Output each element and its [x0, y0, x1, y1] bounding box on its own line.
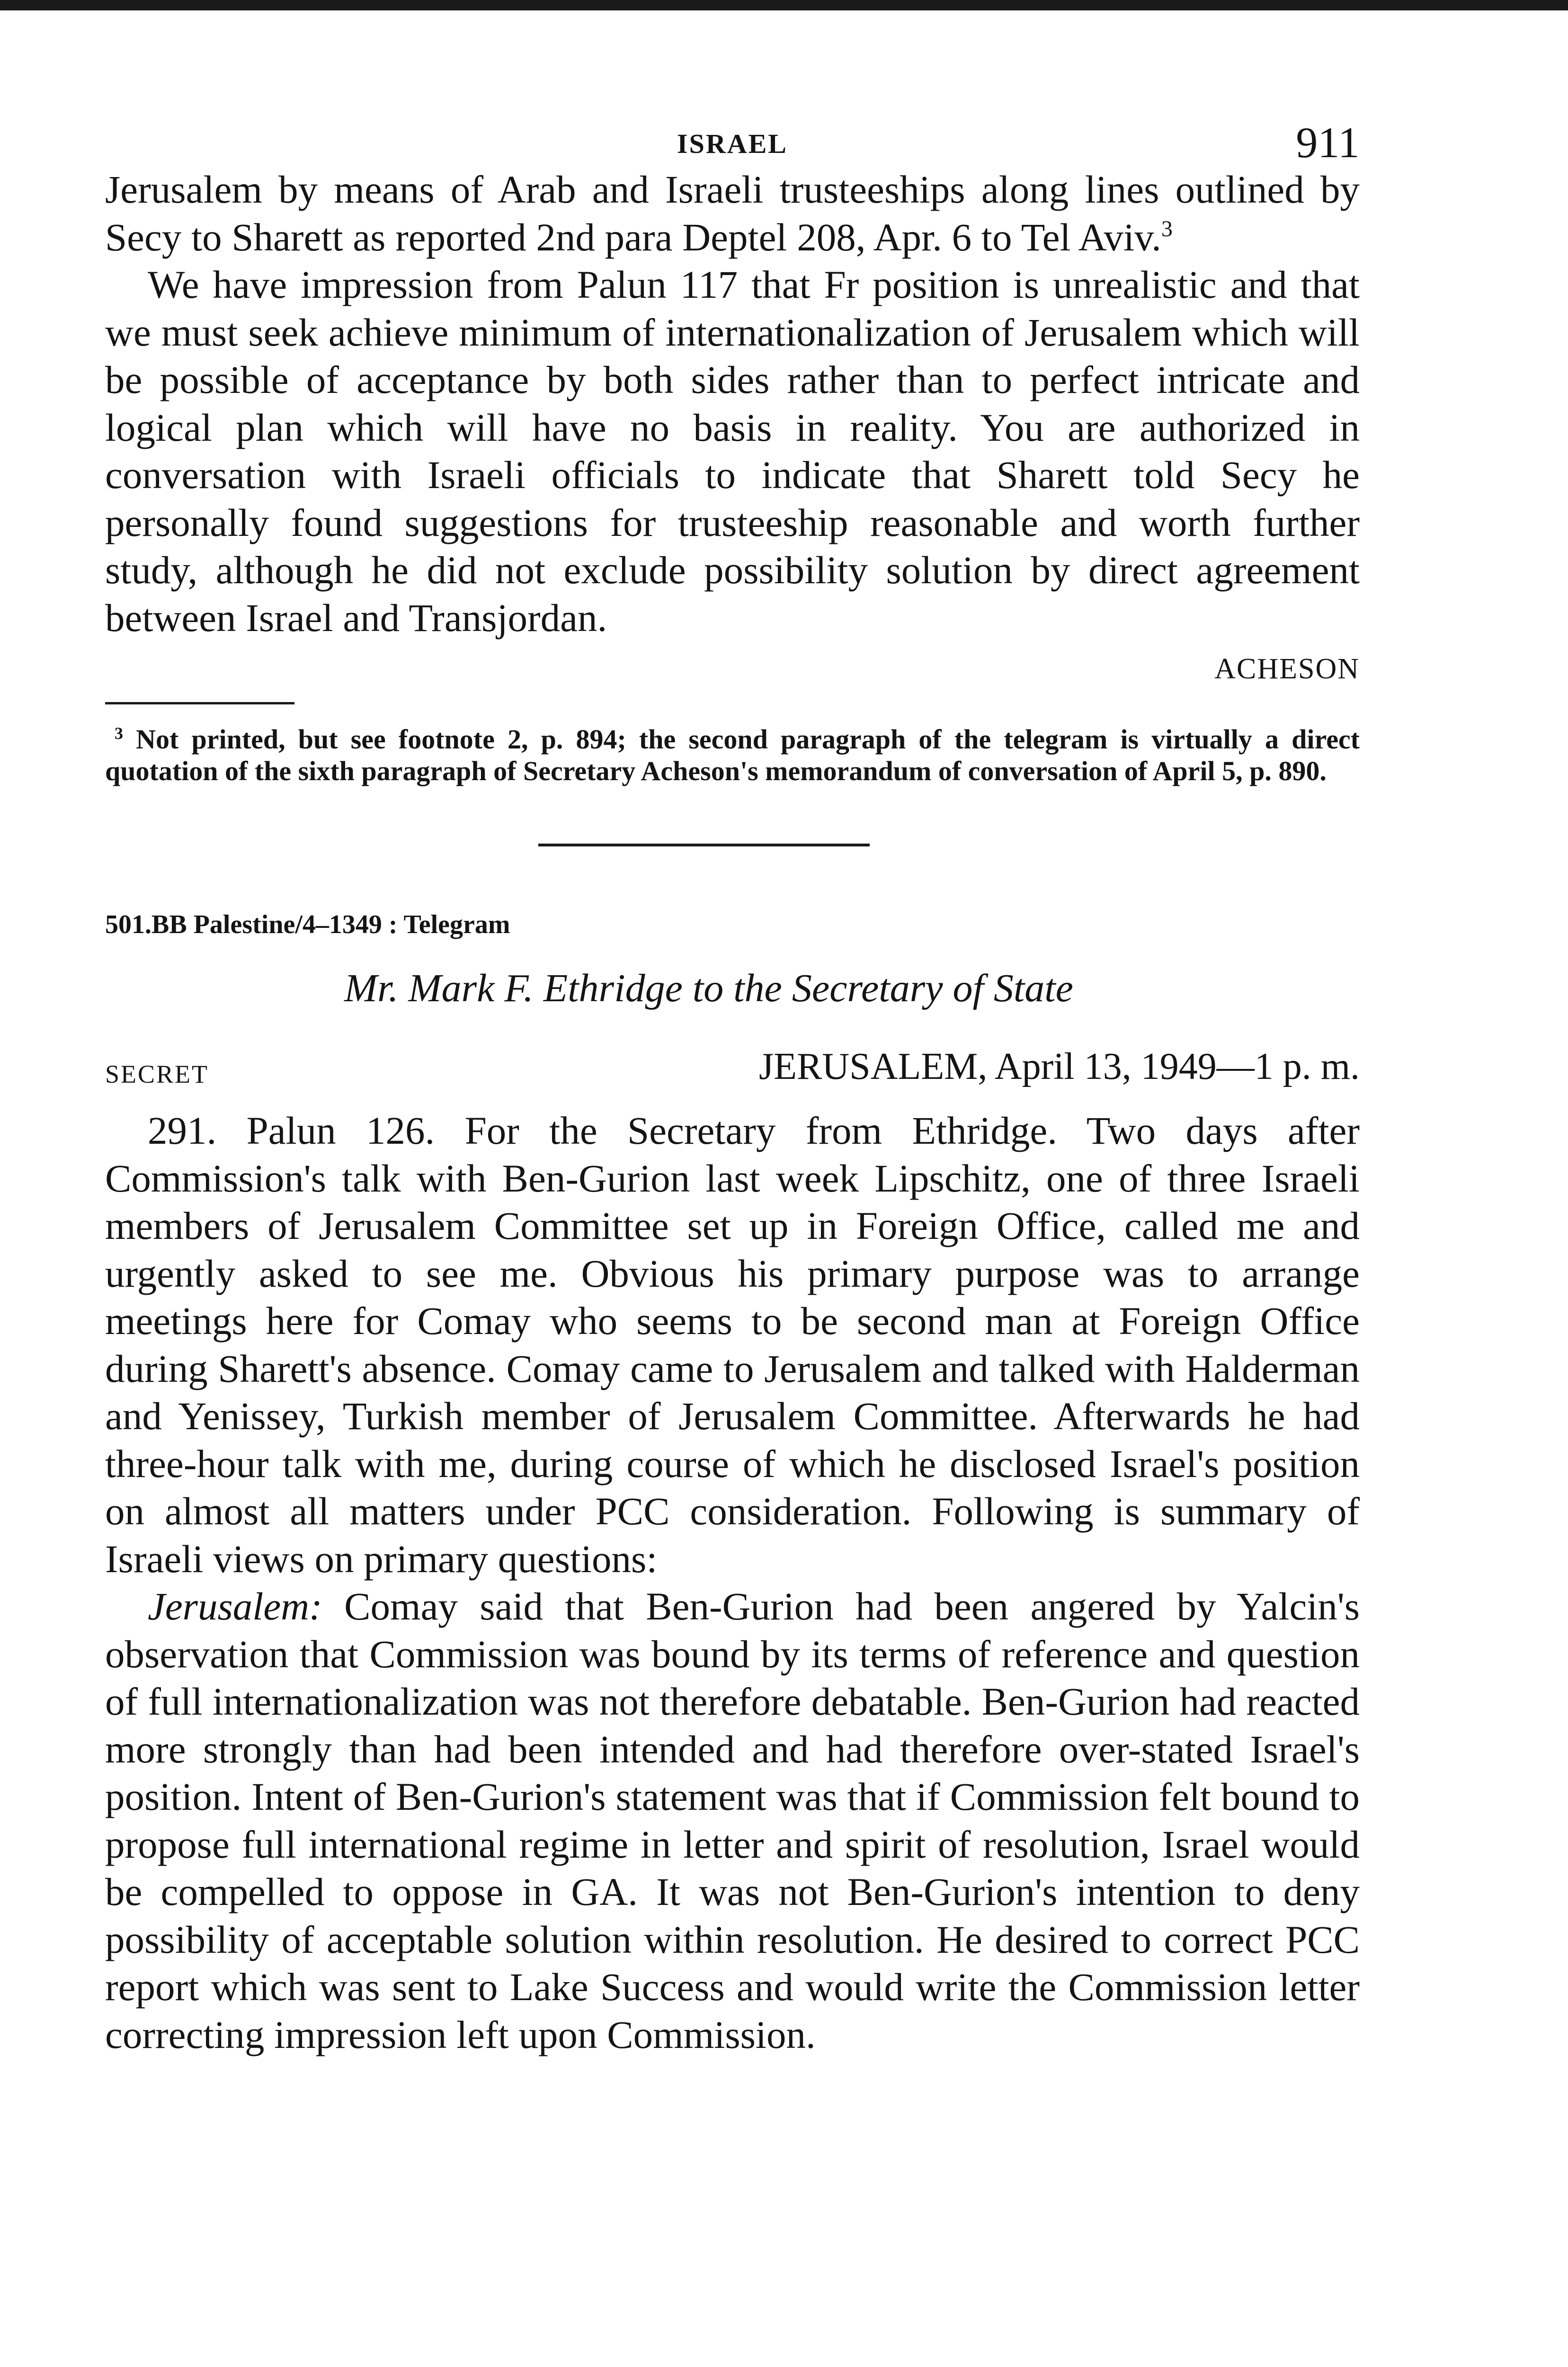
body-paragraph: 291. Palun 126. For the Secretary from Ethridge. Two days after Commission's talk with Ben-Gurion last week Lipschitz, one of three Israeli members of Jerusalem Committee set up in Foreign Office, called me and urgently asked to see me. Obvious his primary purpose was to arrange meetings here for Comay who seems to be second man at Foreign Office during Sharett's absence. Comay came to Jerusalem and talked with Halderman and Yenissey, Turkish member of Jerusalem Committee. Afterwards he had three-hour talk with me, during course of which he disclosed Israel's position on almost all matters under PCC consideration. Following is summary of Israeli views on primary questions: — [105, 1109, 1360, 1581]
dateline: JERUSALEM, April 13, 1949—1 p. m. — [759, 1046, 1360, 1087]
file-reference: 501.BB Palestine/4–1349 : Telegram — [105, 910, 510, 939]
document-page — [105, 104, 1360, 2058]
page-number: 911 — [1296, 118, 1360, 167]
footnote-mark: 3 — [115, 724, 123, 743]
topic-heading: Jerusalem: — [148, 1584, 322, 1628]
top-border — [0, 0, 1568, 10]
telegram-header — [105, 1045, 1360, 1093]
body-paragraph: We have impression from Palun 117 that Fr position is unrealistic and that we must seek achieve minimum of internationalization of Jerusalem which will be possible of acceptance by both sides rather than to perfect intricate and logical plan which will have no basis in reality. You are authorized in conversation with Israeli officials to indicate that Sharett told Secy he personally found suggestions for trusteeship reasonable and worth further study, although he did not exclude possibility solution by direct agreement between Israel and Transjordan. — [105, 263, 1360, 640]
classification-label: SECRET — [105, 1060, 209, 1088]
document-title: Mr. Mark F. Ethridge to the Secretary of State — [344, 966, 1073, 1010]
telegram-body — [105, 1107, 1360, 2058]
section-divider — [538, 844, 870, 846]
footnote — [105, 723, 1360, 787]
body-paragraph-jerusalem — [105, 1583, 1360, 2058]
continued-paragraph — [105, 166, 1360, 261]
running-head — [105, 104, 1360, 166]
signature: ACHESON — [1214, 653, 1360, 685]
footnote-text: Not printed, but see footnote 2, p. 894; the second paragraph of the telegram is virtually a direct quotation of the sixth paragraph of Secretary Acheson's memorandum of conversation of April 5, p. 890. — [105, 724, 1360, 786]
footnote-divider — [105, 702, 294, 704]
footnote-reference: 3 — [1161, 216, 1173, 241]
continued-paragraph-text: Jerusalem by means of Arab and Israeli trusteeships along lines outlined by Secy to Sharett as reported 2nd para Deptel 208, Apr. 6 to Tel Aviv. — [105, 168, 1360, 259]
running-title: ISRAEL — [677, 128, 788, 159]
paragraph-text: Comay said that Ben-Gurion had been angered by Yalcin's observation that Commission was bound by its terms of reference and question of full internationalization was not therefore debatable. Ben-Gurion had reacted more strongly than had been intended and had therefore over-stated Israel's position. Intent of Ben-Gurion's statement was that if Commission felt bound to propose full international regime in letter and spirit of resolution, Israel would be compelled to oppose in GA. It was not Ben-Gurion's intention to deny possibility of acceptable solution within resolution. He desired to correct PCC report which was sent to Lake Success and would write the Commission letter correcting impression left upon Commission. — [105, 1584, 1360, 2056]
